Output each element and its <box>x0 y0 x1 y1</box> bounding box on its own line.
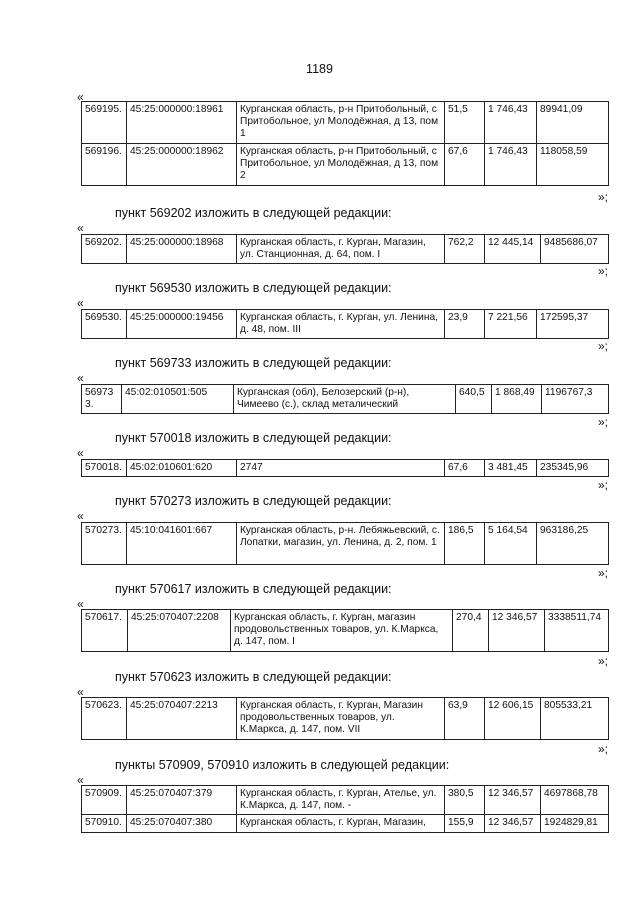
closing-quote: »; <box>597 339 608 353</box>
amendment-instruction: пункт 570623 изложить в следующей редакции: <box>115 670 392 684</box>
area: 762,2 <box>445 235 485 264</box>
table-row <box>82 102 609 144</box>
area: 270,4 <box>453 610 489 652</box>
address: Курганская область, г. Курган, ул. Ленина, д. 48, пом. III <box>237 310 445 339</box>
unit-value: 7 221,56 <box>485 310 537 339</box>
opening-quote: « <box>77 371 84 385</box>
opening-quote: « <box>77 509 84 523</box>
opening-quote: « <box>77 90 84 104</box>
item-number: 569195. <box>82 102 127 144</box>
address: Курганская область, г. Курган, Магазин, <box>237 815 445 832</box>
opening-quote: « <box>77 221 84 235</box>
page-number: 1189 <box>306 62 333 76</box>
cadastral-number: 45:02:010501:505 <box>122 385 234 414</box>
total-value: 89941,09 <box>537 102 609 144</box>
item-number: 570018. <box>82 460 127 477</box>
total-value: 118058,59 <box>537 144 609 186</box>
closing-quote: »; <box>597 415 608 429</box>
area: 51,5 <box>445 102 485 144</box>
area: 63,9 <box>445 698 485 740</box>
opening-quote: « <box>77 685 84 699</box>
registry-table <box>81 459 609 477</box>
address: 2747 <box>237 460 445 477</box>
item-number: 570909. <box>82 786 127 815</box>
closing-quote: »; <box>597 264 608 278</box>
table-row <box>82 523 609 565</box>
address: Курганская область, р-н Притобольный, с Притобольное, ул Молодёжная, д 13, пом 1 <box>237 102 445 144</box>
amendment-instruction: пункты 570909, 570910 изложить в следующей редакции: <box>115 758 450 772</box>
amendment-instruction: пункт 569733 изложить в следующей редакции: <box>115 356 392 370</box>
area: 186,5 <box>445 523 485 565</box>
item-number: 570617. <box>82 610 128 652</box>
total-value: 963186,25 <box>537 523 609 565</box>
address: Курганская область, г. Курган, Магазин продовольственных товаров, ул. К.Маркса, д. 147, пом. VII <box>237 698 445 740</box>
closing-quote: »; <box>597 190 608 204</box>
area: 640,5 <box>456 385 492 414</box>
closing-quote: »; <box>597 478 608 492</box>
cadastral-number: 45:25:000000:18968 <box>127 235 237 264</box>
registry-table <box>81 234 609 264</box>
total-value: 1196767,3 <box>542 385 609 414</box>
unit-value: 12 606,15 <box>485 698 541 740</box>
unit-value: 1 746,43 <box>485 144 537 186</box>
cadastral-number: 45:25:000000:19456 <box>127 310 237 339</box>
closing-quote: »; <box>597 654 608 668</box>
item-number: 570623. <box>82 698 127 740</box>
table-row <box>82 235 609 264</box>
unit-value: 12 346,57 <box>485 815 541 832</box>
total-value: 1924829,81 <box>541 815 609 832</box>
cadastral-number: 45:25:070407:379 <box>127 786 237 815</box>
amendment-instruction: пункт 570617 изложить в следующей редакции: <box>115 582 392 596</box>
unit-value: 12 445,14 <box>485 235 541 264</box>
unit-value: 12 346,57 <box>485 786 541 815</box>
area: 67,6 <box>445 144 485 186</box>
address: Курганская область, г. Курган, магазин продовольственных товаров, ул. К.Маркса, д. 147, пом. I <box>231 610 453 652</box>
table-row <box>82 310 609 339</box>
opening-quote: « <box>77 773 84 787</box>
total-value: 9485686,07 <box>541 235 609 264</box>
item-number: 569530. <box>82 310 127 339</box>
closing-quote: »; <box>597 566 608 580</box>
unit-value: 1 868,49 <box>492 385 542 414</box>
address: Курганская область, р-н Притобольный, с Притобольное, ул Молодёжная, д 13, пом 2 <box>237 144 445 186</box>
cadastral-number: 45:10:041601:667 <box>127 523 237 565</box>
unit-value: 1 746,43 <box>485 102 537 144</box>
registry-table <box>81 384 609 414</box>
item-number: 570273. <box>82 523 127 565</box>
total-value: 805533,21 <box>541 698 609 740</box>
table-row <box>82 385 609 414</box>
cadastral-number: 45:25:070407:2208 <box>128 610 231 652</box>
cadastral-number: 45:25:070407:2213 <box>127 698 237 740</box>
cadastral-number: 45:25:070407:380 <box>127 815 237 832</box>
area: 67,6 <box>445 460 485 477</box>
address: Курганская область, г. Курган, Ателье, ул. К.Маркса, д. 147, пом. - <box>237 786 445 815</box>
unit-value: 5 164,54 <box>485 523 537 565</box>
registry-table <box>81 101 609 186</box>
opening-quote: « <box>77 296 84 310</box>
registry-table <box>81 609 609 652</box>
area: 155,9 <box>445 815 485 832</box>
item-number: 570910. <box>82 815 127 832</box>
table-row <box>82 698 609 740</box>
total-value: 4697868,78 <box>541 786 609 815</box>
unit-value: 12 346,57 <box>489 610 545 652</box>
unit-value: 3 481,45 <box>485 460 537 477</box>
table-row <box>82 815 609 832</box>
address: Курганская область, р-н. Лебяжьевский, с. Лопатки, магазин, ул. Ленина, д. 2, пом. 1 <box>237 523 445 565</box>
amendment-instruction: пункт 570018 изложить в следующей редакции: <box>115 431 392 445</box>
cadastral-number: 45:25:000000:18961 <box>127 102 237 144</box>
registry-table <box>81 785 609 833</box>
amendment-instruction: пункт 570273 изложить в следующей редакции: <box>115 494 392 508</box>
total-value: 172595,37 <box>537 310 609 339</box>
closing-quote: »; <box>597 742 608 756</box>
registry-table <box>81 522 609 565</box>
cadastral-number: 45:02:010601:620 <box>127 460 237 477</box>
area: 380,5 <box>445 786 485 815</box>
item-number: 569733. <box>82 385 122 414</box>
item-number: 569202. <box>82 235 127 264</box>
registry-table <box>81 697 609 740</box>
table-row <box>82 144 609 186</box>
registry-table <box>81 309 609 339</box>
opening-quote: « <box>77 446 84 460</box>
amendment-instruction: пункт 569202 изложить в следующей редакции: <box>115 206 392 220</box>
address: Курганская (обл), Белозерский (р-н), Чимеево (с.), склад металический <box>234 385 456 414</box>
table-row <box>82 460 609 477</box>
cadastral-number: 45:25:000000:18962 <box>127 144 237 186</box>
address: Курганская область, г. Курган, Магазин, ул. Станционная, д. 64, пом. I <box>237 235 445 264</box>
total-value: 235345,96 <box>537 460 609 477</box>
item-number: 569196. <box>82 144 127 186</box>
table-row <box>82 786 609 815</box>
table-row <box>82 610 609 652</box>
opening-quote: « <box>77 597 84 611</box>
total-value: 3338511,74 <box>545 610 609 652</box>
area: 23,9 <box>445 310 485 339</box>
amendment-instruction: пункт 569530 изложить в следующей редакции: <box>115 281 392 295</box>
